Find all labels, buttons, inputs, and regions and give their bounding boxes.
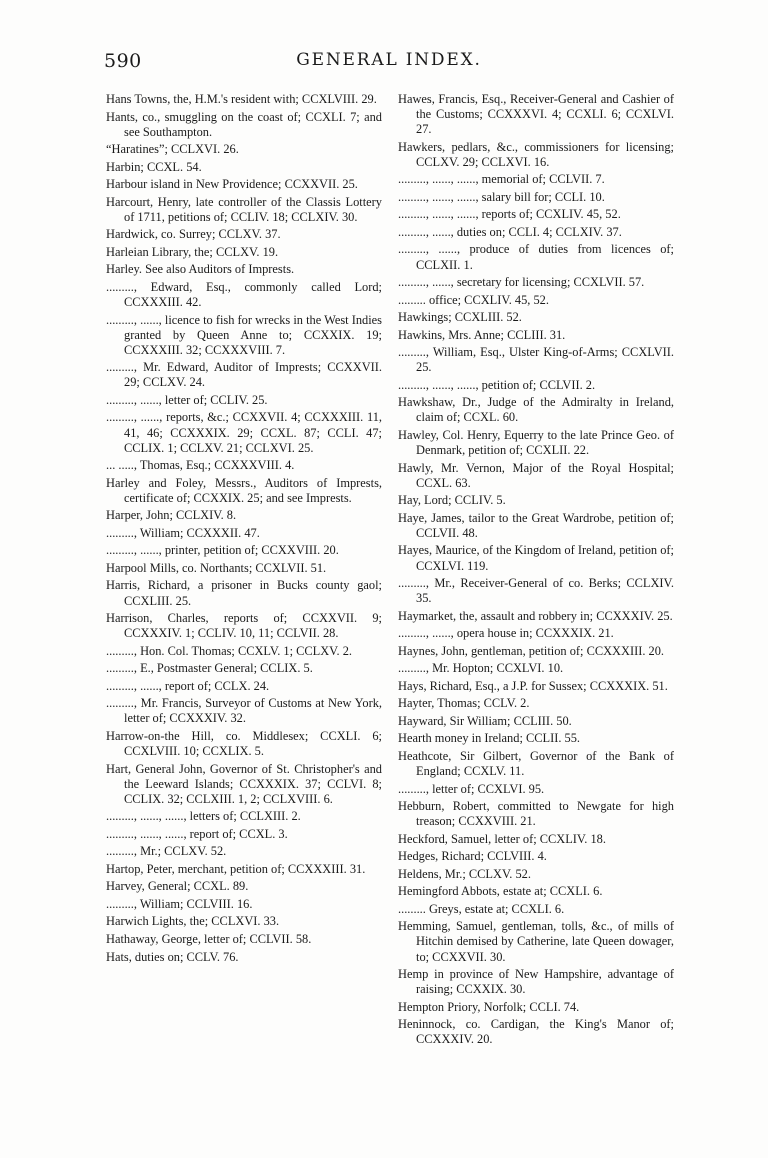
- index-entry: Hemming, Samuel, gentleman, tolls, &c., of mills of Hitchin demised by Catherine, late Queen dowager, to; CCXXVII. 30.: [398, 919, 674, 964]
- page-header: [104, 50, 674, 78]
- index-entry: ........., letter of; CCXLVI. 95.: [398, 781, 545, 796]
- index-entry: Hebburn, Robert, committed to Newgate for high treason; CCXXVIII. 21.: [398, 799, 674, 829]
- index-entry: Heathcote, Sir Gilbert, Governor of the Bank of England; CCXLV. 11.: [398, 748, 674, 778]
- index-entry: Hempton Priory, Norfolk; CCLI. 74.: [398, 999, 580, 1014]
- index-entry: ........., Mr., Receiver-General of co. Berks; CCLXIV. 35.: [398, 576, 674, 606]
- index-entry: Hans Towns, the, H.M.'s resident with; CCXLVIII. 29.: [106, 92, 377, 106]
- index-entry: ........., William; CCXXXII. 47.: [106, 525, 260, 540]
- index-entry: Hats, duties on; CCLV. 76.: [106, 949, 239, 964]
- index-entry: Hathaway, George, letter of; CCLVII. 58.: [106, 932, 312, 946]
- index-entry: Hays, Richard, Esq., a J.P. for Sussex; CCXXXIX. 51.: [398, 678, 668, 693]
- index-entry: Hayter, Thomas; CCLV. 2.: [398, 696, 530, 711]
- index-entry: Hemp in province of New Hampshire, advantage of raising; CCXXIX. 30.: [398, 967, 674, 997]
- index-entry: Harris, Richard, a prisoner in Bucks county gaol; CCXLIII. 25.: [106, 578, 382, 608]
- index-entry: Harper, John; CCLXIV. 8.: [106, 508, 237, 523]
- index-entry: Harcourt, Henry, late controller of the Classis Lottery of 1711, petitions of; CCLIV. 18; CCLXIV. 30.: [106, 194, 382, 224]
- index-entry: Hay, Lord; CCLIV. 5.: [398, 493, 506, 508]
- index-entry: Hawkins, Mrs. Anne; CCLIII. 31.: [398, 327, 566, 342]
- page-number: 590: [104, 50, 142, 72]
- page-title: GENERAL INDEX.: [296, 50, 482, 70]
- index-entry: Harpool Mills, co. Northants; CCXLVII. 51.: [106, 560, 327, 575]
- index-entry: ........., ......, duties on; CCLI. 4; CCLXIV. 37.: [398, 224, 622, 239]
- index-entry: Hedges, Richard; CCLVIII. 4.: [398, 849, 547, 864]
- index-entry: ........., ......, ......, memorial of; CCLVII. 7.: [398, 172, 605, 187]
- index-entry: ........., ......, ......, salary bill for; CCLI. 10.: [398, 189, 605, 204]
- index-entry: Harwich Lights, the; CCLXVI. 33.: [106, 914, 280, 929]
- index-entry: ........., ......, opera house in; CCXXXIX. 21.: [398, 626, 614, 641]
- index-entry: Hayward, Sir William; CCLIII. 50.: [398, 713, 572, 728]
- index-entry: Heldens, Mr.; CCLXV. 52.: [398, 866, 531, 881]
- index-entry: ........., ......, produce of duties from licences of; CCLXII. 1.: [398, 242, 674, 272]
- index-entry: Harbin; CCXL. 54.: [106, 159, 202, 174]
- index-entry: ........., Mr.; CCLXV. 52.: [106, 844, 227, 859]
- index-entry: Hemingford Abbots, estate at; CCXLI. 6.: [398, 884, 603, 899]
- index-entry: ........., Mr. Hopton; CCXLVI. 10.: [398, 661, 564, 676]
- index-entry: Hartop, Peter, merchant, petition of; CCXXXIII. 31.: [106, 861, 366, 876]
- index-entry: Harley. See also Auditors of Imprests.: [106, 262, 295, 277]
- index-entry: ........., Edward, Esq., commonly called Lord; CCXXXIII. 42.: [106, 279, 382, 310]
- index-entry: ........., ......, letter of; CCLIV. 25.: [106, 392, 268, 407]
- index-entry: Heckford, Samuel, letter of; CCXLIV. 18.: [398, 831, 606, 846]
- index-entry: ........., ......, secretary for licensing; CCXLVII. 57.: [398, 275, 645, 290]
- index-entry: ........., Mr. Edward, Auditor of Imprests; CCXXVII. 29; CCLXV. 24.: [106, 360, 382, 390]
- index-entry: Hart, General John, Governor of St. Christopher's and the Leeward Islands; CCXXXIX. 37; CCLVI. 8; CCLIX. 32; CCLXIII. 1, 2; CCLXVIII. 6.: [106, 761, 382, 806]
- index-entry: ......... office; CCXLIV. 45, 52.: [398, 292, 549, 307]
- index-entry: ........., ......, report of; CCLX. 24.: [106, 678, 270, 693]
- index-entry: ........., William, Esq., Ulster King-of-Arms; CCXLVII. 25.: [398, 345, 674, 375]
- index-entry: ........., ......, ......, report of; CCXL. 3.: [106, 826, 288, 841]
- index-entry: ........., ......, ......, petition of; CCLVII. 2.: [398, 377, 596, 392]
- index-entry: Harrison, Charles, reports of; CCXXVII. 9; CCXXXIV. 1; CCLIV. 10, 11; CCLVII. 28.: [106, 611, 382, 641]
- left-index-column: [106, 92, 382, 967]
- index-entry: Hawkshaw, Dr., Judge of the Admiralty in Ireland, claim of; CCXL. 60.: [398, 395, 674, 425]
- index-entry: Haynes, John, gentleman, petition of; CCXXXIII. 20.: [398, 643, 665, 658]
- index-entry: ... ....., Thomas, Esq.; CCXXXVIII. 4.: [106, 458, 295, 473]
- index-entry: Harrow-on-the Hill, co. Middlesex; CCXLI. 6; CCXLVIII. 10; CCXLIX. 5.: [106, 728, 382, 759]
- index-entry: ........., ......, printer, petition of; CCXXVIII. 20.: [106, 543, 339, 558]
- index-entry: Harleian Library, the; CCLXV. 19.: [106, 244, 279, 259]
- index-entry: ........., ......, ......, reports of; CCXLIV. 45, 52.: [398, 207, 621, 222]
- index-entry: ........., ......, reports, &c.; CCXXVII. 4; CCXXXIII. 11, 41, 46; CCXXXIX. 29; CCXL. 87; CCLI. 47; CCLIX. 1; CCLXV. 21; CCLXVI. 25.: [106, 410, 382, 455]
- index-entry: ........., Hon. Col. Thomas; CCXLV. 1; CCLXV. 2.: [106, 643, 353, 658]
- index-entry: Hardwick, co. Surrey; CCLXV. 37.: [106, 227, 281, 242]
- index-entry: Hawes, Francis, Esq., Receiver-General and Cashier of the Customs; CCXXXVI. 4; CCXLI. 6; CCXLVI. 27.: [398, 92, 674, 137]
- index-entry: ........., E., Postmaster General; CCLIX. 5.: [106, 661, 313, 676]
- index-entry: ........., Mr. Francis, Surveyor of Customs at New York, letter of; CCXXXIV. 32.: [106, 696, 382, 726]
- index-entry: ........., ......, licence to fish for wrecks in the West Indies granted by Queen Anne to; CCXXIX. 19; CCXXXIII. 32; CCXXXVIII. 7.: [106, 312, 382, 357]
- index-entry: Hearth money in Ireland; CCLII. 55.: [398, 731, 581, 746]
- index-entry: Harbour island in New Providence; CCXXVII. 25.: [106, 177, 358, 192]
- index-entry: Haye, James, tailor to the Great Wardrobe, petition of; CCLVII. 48.: [398, 510, 674, 540]
- index-entry: “Haratines”; CCLXVI. 26.: [106, 142, 239, 157]
- index-entry: ........., William; CCLVIII. 16.: [106, 896, 253, 911]
- index-entry: Hayes, Maurice, of the Kingdom of Ireland, petition of; CCXLVI. 119.: [398, 543, 674, 573]
- index-entry: Hawkers, pedlars, &c., commissioners for licensing; CCLXV. 29; CCLXVI. 16.: [398, 139, 674, 169]
- index-entry: Hants, co., smuggling on the coast of; CCXLI. 7; and see Southampton.: [106, 109, 382, 139]
- index-entry: Harley and Foley, Messrs., Auditors of Imprests, certificate of; CCXXIX. 25; and see Imprests.: [106, 475, 382, 505]
- index-entry: ........., ......, ......, letters of; CCLXIII. 2.: [106, 809, 301, 824]
- index-entry: ......... Greys, estate at; CCXLI. 6.: [398, 901, 565, 916]
- index-entry: Haymarket, the, assault and robbery in; CCXXXIV. 25.: [398, 608, 673, 623]
- right-index-column: [398, 92, 674, 1050]
- index-entry: Hawly, Mr. Vernon, Major of the Royal Hospital; CCXL. 63.: [398, 460, 674, 490]
- index-entry: Heninnock, co. Cardigan, the King's Manor of; CCXXXIV. 20.: [398, 1017, 674, 1047]
- index-entry: Harvey, General; CCXL. 89.: [106, 879, 249, 894]
- index-entry: Hawley, Col. Henry, Equerry to the late Prince Geo. of Denmark, petition of; CCXLII. 22.: [398, 428, 674, 458]
- index-entry: Hawkings; CCXLIII. 52.: [398, 310, 522, 325]
